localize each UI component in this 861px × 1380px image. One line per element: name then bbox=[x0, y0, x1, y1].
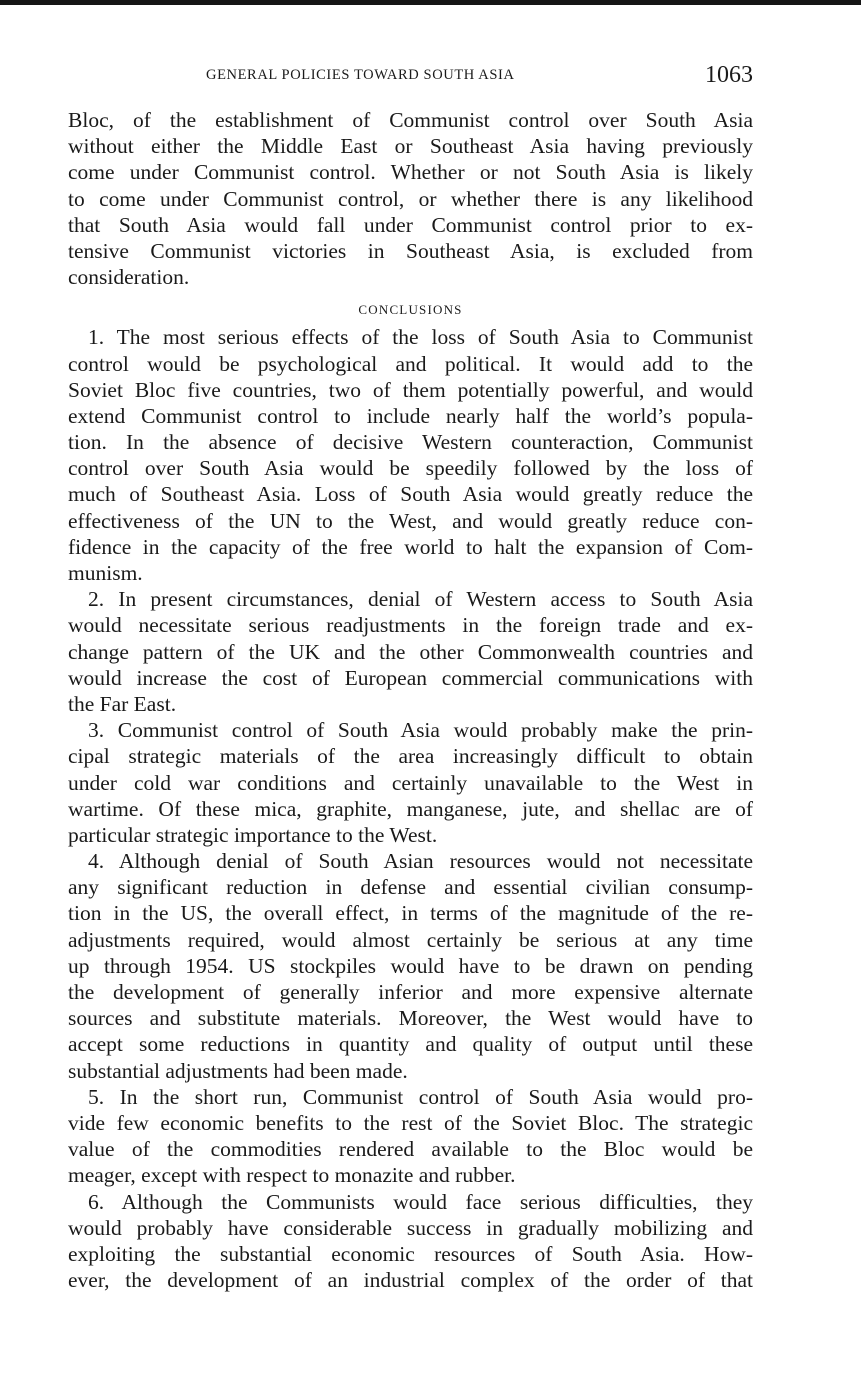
text-line: control would be psychological and political. It would add to the bbox=[68, 351, 753, 376]
text-line: exploiting the substantial economic resources of South Asia. How- bbox=[68, 1241, 753, 1266]
text-line: adjustments required, would almost certainly be serious at any time bbox=[68, 927, 753, 952]
text-line: meager, except with respect to monazite and rubber. bbox=[68, 1163, 516, 1188]
text-line: change pattern of the UK and the other Commonwealth countries and bbox=[68, 639, 753, 664]
body-text bbox=[68, 107, 753, 1293]
text-line: substantial adjustments had been made. bbox=[68, 1058, 408, 1083]
running-title: GENERAL POLICIES TOWARD SOUTH ASIA bbox=[206, 67, 515, 83]
text-line: 2. In present circumstances, denial of Western access to South Asia bbox=[88, 587, 753, 612]
text-line: value of the commodities rendered available to the Bloc would be bbox=[68, 1137, 753, 1162]
text-line: come under Communist control. Whether or not South Asia is likely bbox=[68, 160, 753, 185]
text-line: that South Asia would fall under Communist control prior to ex- bbox=[68, 212, 753, 237]
text-line: munism. bbox=[68, 561, 143, 585]
conclusion-paragraph-5 bbox=[68, 1084, 753, 1189]
text-line: consideration. bbox=[68, 265, 190, 290]
conclusion-paragraph-6 bbox=[68, 1189, 753, 1294]
text-line: effectiveness of the UN to the West, and would greatly reduce con- bbox=[68, 508, 753, 533]
text-line: would increase the cost of European commercial communications with bbox=[68, 665, 753, 690]
text-line: fidence in the capacity of the free world to halt the expansion of Com- bbox=[68, 534, 753, 559]
text-line: 6. Although the Communists would face serious difficulties, they bbox=[88, 1189, 753, 1214]
text-line: cipal strategic materials of the area increasingly difficult to obtain bbox=[68, 744, 753, 769]
text-line: ever, the development of an industrial complex of the order of that bbox=[68, 1268, 753, 1293]
conclusion-paragraph-2 bbox=[68, 586, 753, 717]
text-line: would necessitate serious readjustments in the foreign trade and ex- bbox=[68, 613, 753, 638]
text-line: accept some reductions in quantity and quality of output until these bbox=[68, 1032, 753, 1057]
text-line: tion. In the absence of decisive Western counteraction, Communist bbox=[68, 430, 753, 455]
text-line: 4. Although denial of South Asian resources would not necessitate bbox=[88, 849, 753, 874]
text-line: would probably have considerable success in gradually mobilizing and bbox=[68, 1215, 753, 1240]
page-number: 1063 bbox=[705, 62, 753, 88]
text-line: 5. In the short run, Communist control of South Asia would pro- bbox=[88, 1084, 753, 1109]
conclusions-heading: CONCLUSIONS bbox=[358, 302, 463, 318]
text-line: 3. Communist control of South Asia would probably make the prin- bbox=[88, 718, 753, 743]
text-line: up through 1954. US stockpiles would have to be drawn on pending bbox=[68, 953, 753, 978]
text-line: particular strategic importance to the West. bbox=[68, 822, 438, 847]
text-line: much of Southeast Asia. Loss of South Asia would greatly reduce the bbox=[68, 482, 753, 507]
conclusion-paragraph-3 bbox=[68, 717, 753, 848]
page-top-rule bbox=[0, 0, 861, 5]
text-line: vide few economic benefits to the rest of the Soviet Bloc. The strategic bbox=[68, 1110, 753, 1135]
text-line: tion in the US, the overall effect, in terms of the magnitude of the re- bbox=[68, 901, 753, 926]
text-line: Bloc, of the establishment of Communist control over South Asia bbox=[68, 108, 753, 132]
text-line: tensive Communist victories in Southeast Asia, is excluded from bbox=[68, 238, 753, 263]
running-head bbox=[68, 62, 753, 92]
text-line: Soviet Bloc five countries, two of them potentially powerful, and would bbox=[68, 377, 753, 402]
text-line: extend Communist control to include nearly half the world’s popula- bbox=[68, 403, 753, 428]
text-line: sources and substitute materials. Moreover, the West would have to bbox=[68, 1006, 753, 1031]
text-line: control over South Asia would be speedily followed by the loss of bbox=[68, 456, 753, 481]
text-line: any significant reduction in defense and essential civilian consump- bbox=[68, 875, 753, 900]
conclusion-paragraph-4 bbox=[68, 848, 753, 1084]
text-line: the development of generally inferior and more expensive alternate bbox=[68, 980, 753, 1004]
conclusion-paragraph-1 bbox=[68, 324, 753, 586]
text-line: without either the Middle East or Southeast Asia having previously bbox=[68, 134, 753, 159]
text-line: to come under Communist control, or whether there is any likelihood bbox=[68, 186, 753, 211]
text-line: wartime. Of these mica, graphite, manganese, jute, and shellac are of bbox=[68, 796, 753, 821]
text-line: the Far East. bbox=[68, 691, 177, 716]
text-line: under cold war conditions and certainly unavailable to the West in bbox=[68, 770, 753, 795]
text-line: 1. The most serious effects of the loss of South Asia to Communist bbox=[88, 325, 753, 350]
intro-paragraph bbox=[68, 107, 753, 290]
